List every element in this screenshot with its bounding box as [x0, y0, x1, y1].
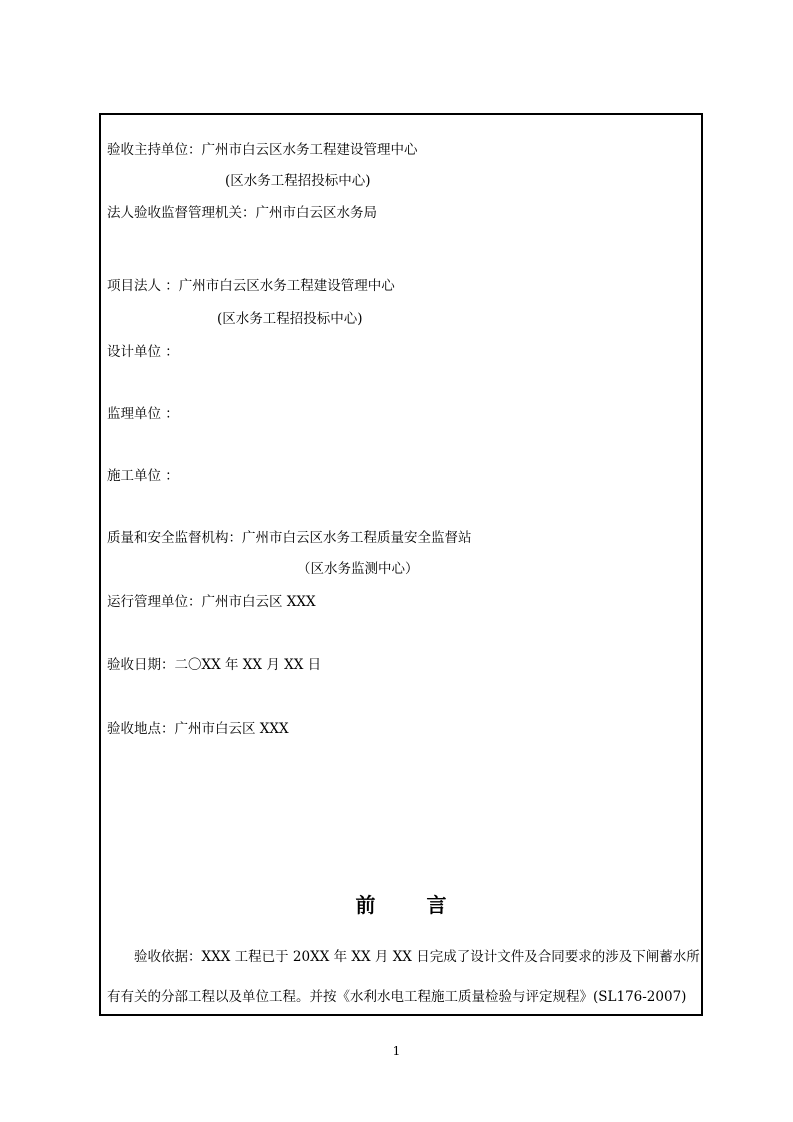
host-unit-line: 验收主持单位：广州市白云区水务工程建设管理中心 [107, 142, 418, 158]
quality-safety-agency-subline: （区水务监测中心） [297, 561, 419, 577]
project-legal-person-line: 项目法人 ：广州市白云区水务工程建设管理中心 [107, 278, 395, 294]
acceptance-date-line: 验收日期：二〇XX 年 XX 月 XX 日 [107, 657, 322, 673]
preface-paragraph-line-1: 验收依据：XXX 工程已于 20XX 年 XX 月 XX 日完成了设计文件及合同要求的涉及下闸蓄水所 [134, 949, 700, 965]
supervision-authority-line: 法人验收监督管理机关：广州市白云区水务局 [107, 205, 377, 221]
supervisor-unit-line: 监理单位 ： [107, 406, 179, 422]
construction-unit-line: 施工单位 ： [107, 468, 179, 484]
project-legal-person-subline: (区水务工程招投标中心) [217, 311, 363, 327]
document-frame [99, 113, 703, 1016]
preface-heading: 前 言 [355, 893, 469, 917]
host-unit-subline: (区水务工程招投标中心) [225, 173, 371, 189]
design-unit-line: 设计单位 ： [107, 344, 179, 360]
acceptance-location-line: 验收地点：广州市白云区 XXX [107, 721, 289, 737]
page-number: 1 [392, 1044, 401, 1058]
operation-unit-line: 运行管理单位：广州市白云区 XXX [107, 594, 316, 610]
preface-paragraph-line-2: 有有关的分部工程以及单位工程。并按《水利水电工程施工质量检验与评定规程》(SL176-2007) [107, 989, 687, 1005]
quality-safety-agency-line: 质量和安全监督机构：广州市白云区水务工程质量安全监督站 [107, 530, 472, 546]
